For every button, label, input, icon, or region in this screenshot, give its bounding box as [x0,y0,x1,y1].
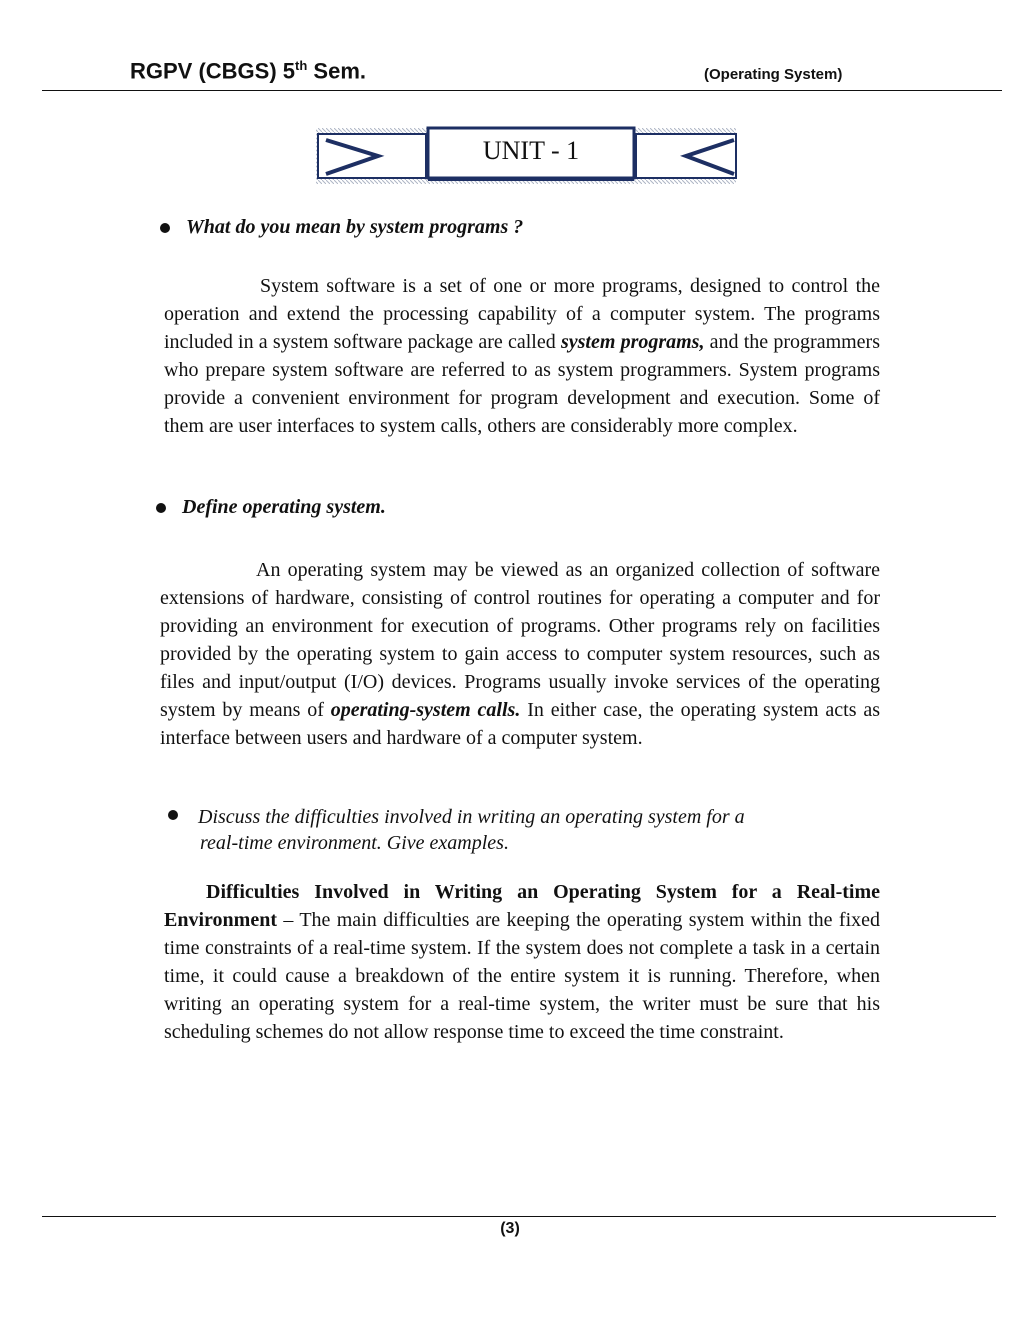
answer-1-text-a: System software is a set of one or more programs, designed to control the operation and extend the processing capability of a computer system. The programs included in a system software package are called [164,275,880,353]
header-subject: (Operating System) [704,66,843,83]
header-course-sup: th [295,58,308,73]
bullet-icon [168,810,178,820]
header-rule [42,90,1002,91]
header-course-text: RGPV (CBGS) 5 [130,58,296,84]
answer-2-emphasis: operating-system calls. [330,699,521,721]
question-1: What do you mean by system programs ? [186,216,524,238]
answer-2-text-a: An operating system may be viewed as an organized collection of software extensions of hardware, consisting of control routines for operating a computer and for providing an environment for execution of programs. Other programs rely on facilities provided by the operating system to gain access to computer system resources, such as files and input/output (I/O) devices. Programs usually invoke services of the operating system by means of [160,559,880,721]
answer-3-heading: Difficulties Involved in Writing an Operating System for a Real-time Environment [164,881,880,931]
bullet-icon [160,223,170,233]
header-course [130,58,366,84]
answer-2-text-b: In either case, the operating system acts as interface between users and hardware of a computer system. [160,699,881,749]
answer-1 [164,272,880,440]
page-number: (3) [500,1220,520,1237]
question-3-line-1: Discuss the difficulties involved in writing an operating system for a [198,806,745,828]
answer-3-dash: – [276,909,300,931]
footer-rule [42,1216,996,1217]
question-2: Define operating system. [182,496,386,518]
answer-3-text: The main difficulties are keeping the operating system within the fixed time constraints of a real-time system. If the system does not complete a task in a certain time, it could cause a breakdown of the entire system it is running. Therefore, when writing an operating system for a real-time system, the writer must be sure that his scheduling schemes do not allow response time to exceed the time constraint. [164,909,880,1043]
header-course-suffix: Sem. [307,58,367,84]
answer-3 [164,878,880,1046]
answer-1-text-b: and the programmers who prepare system software are referred to as system programmers. System programs provide a convenient environment for program development and execution. Some of them are user interfaces to system calls, others are considerably more complex. [164,331,881,437]
answer-1-emphasis: system programs, [560,331,705,353]
unit-title: UNIT - 1 [482,136,580,165]
answer-2 [160,556,880,752]
question-3-line-2: real-time environment. Give examples. [200,832,509,854]
bullet-icon [156,503,166,513]
